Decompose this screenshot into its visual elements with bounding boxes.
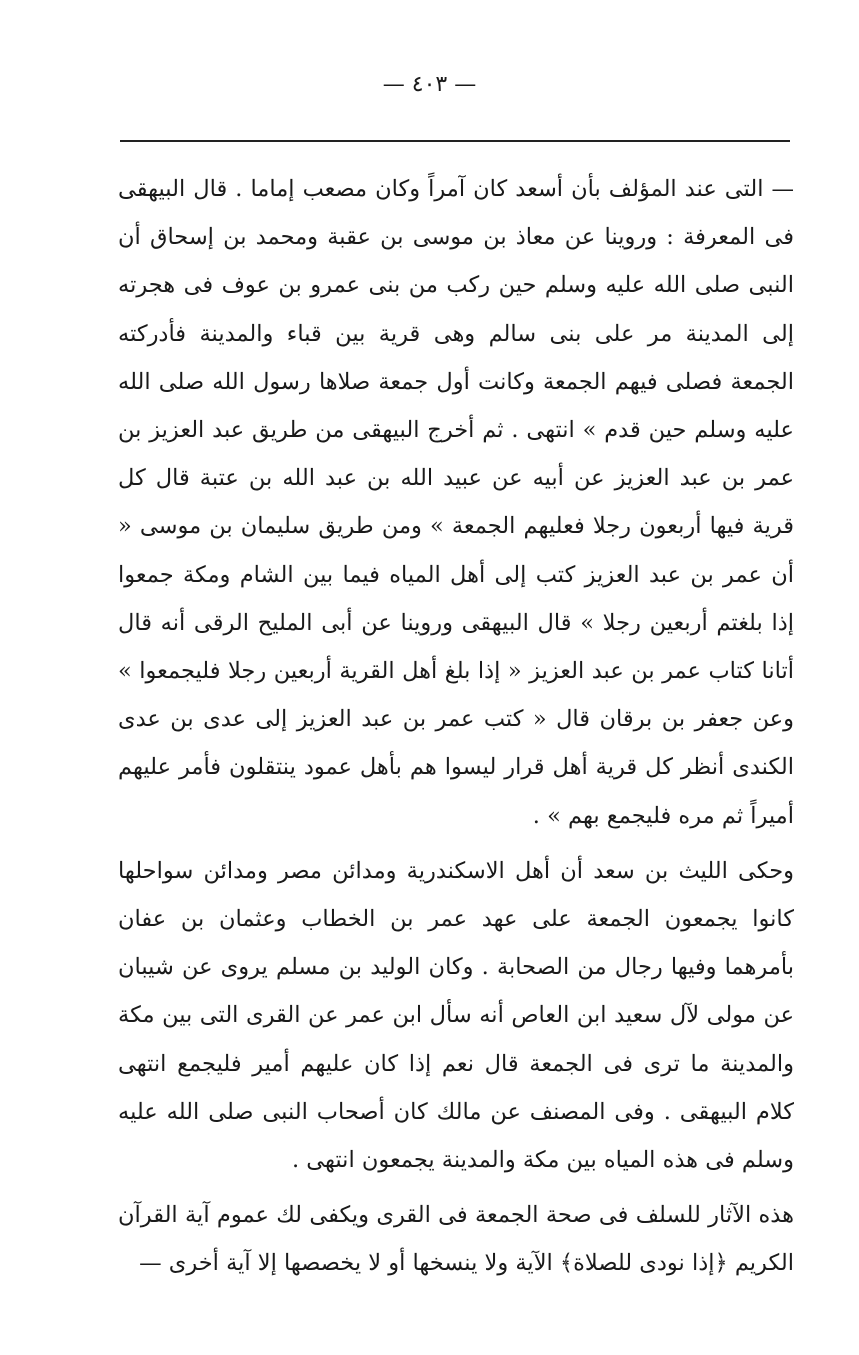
paragraph-1: — التى عند المؤلف بأن أسعد كان آمراً وكان مصعب إماما . قال البيهقى فى المعرفة : وروينا عن معاذ بن موسى بن عقبة ومحمد بن إسحاق أن النبى صلى الله عليه وسلم حين ركب من بنى عمرو بن عوف فى هجرته إلى المدينة مر على بنى سالم وهى قرية بين قباء والمدينة فأدركته الجمعة فصلى فيهم الجمعة وكانت أول جمعة صلاها رسول الله صلى الله عليه وسلم حين قدم » انتهى . ثم أخرج البيهقى من طريق عبد العزيز بن عمر بن عبد العزيز عن أبيه عن عبيد الله بن عبد الله بن عتبة قال كل قرية فيها أربعون رجلا فعليهم الجمعة » ومن طريق سليمان بن موسى « أن عمر بن عبد العزيز كتب إلى أهل المياه فيما بين الشام ومكة جمعوا إذا بلغتم أربعين رجلا » قال البيهقى وروينا عن أبى المليح الرقى أنه قال أتانا كتاب عمر بن عبد العزيز « إذا بلغ أهل القرية أربعين رجلا فليجمعوا » وعن جعفر بن برقان قال « كتب عمر بن عبد العزيز إلى عدى بن عدى الكندى أنظر كل قرية أهل قرار ليسوا هم بأهل عمود ينتقلون فأمر عليهم أميراً ثم مره فليجمع بهم » .: [118, 176, 794, 829]
paragraph-2: وحكى الليث بن سعد أن أهل الاسكندرية ومدائن مصر ومدائن سواحلها كانوا يجمعون الجمعة على عهد عمر بن الخطاب وعثمان بن عفان بأمرهما وفيها رجال من الصحابة . وكان الوليد بن مسلم يروى عن شيبان عن مولى لآل سعيد ابن العاص أنه سأل ابن عمر عن القرى التى بين مكة والمدينة ما ترى فى الجمعة قال نعم إذا كان عليهم أمير فليجمع انتهى كلام البيهقى . وفى المصنف عن مالك كان أصحاب النبى صلى الله عليه وسلم فى هذه المياه بين مكة والمدينة يجمعون انتهى .: [118, 857, 794, 1174]
paragraph-3: هذه الآثار للسلف فى صحة الجمعة فى القرى ويكفى لك عموم آية القرآن الكريم ﴿إذا نودى للصلاة﴾ الآية ولا ينسخها أو لا يخصصها إلا آية أخرى —: [118, 1202, 794, 1277]
body-text: [118, 165, 794, 1288]
header-rule: [120, 140, 790, 142]
page-number: — ٤٠٣ —: [382, 72, 477, 97]
